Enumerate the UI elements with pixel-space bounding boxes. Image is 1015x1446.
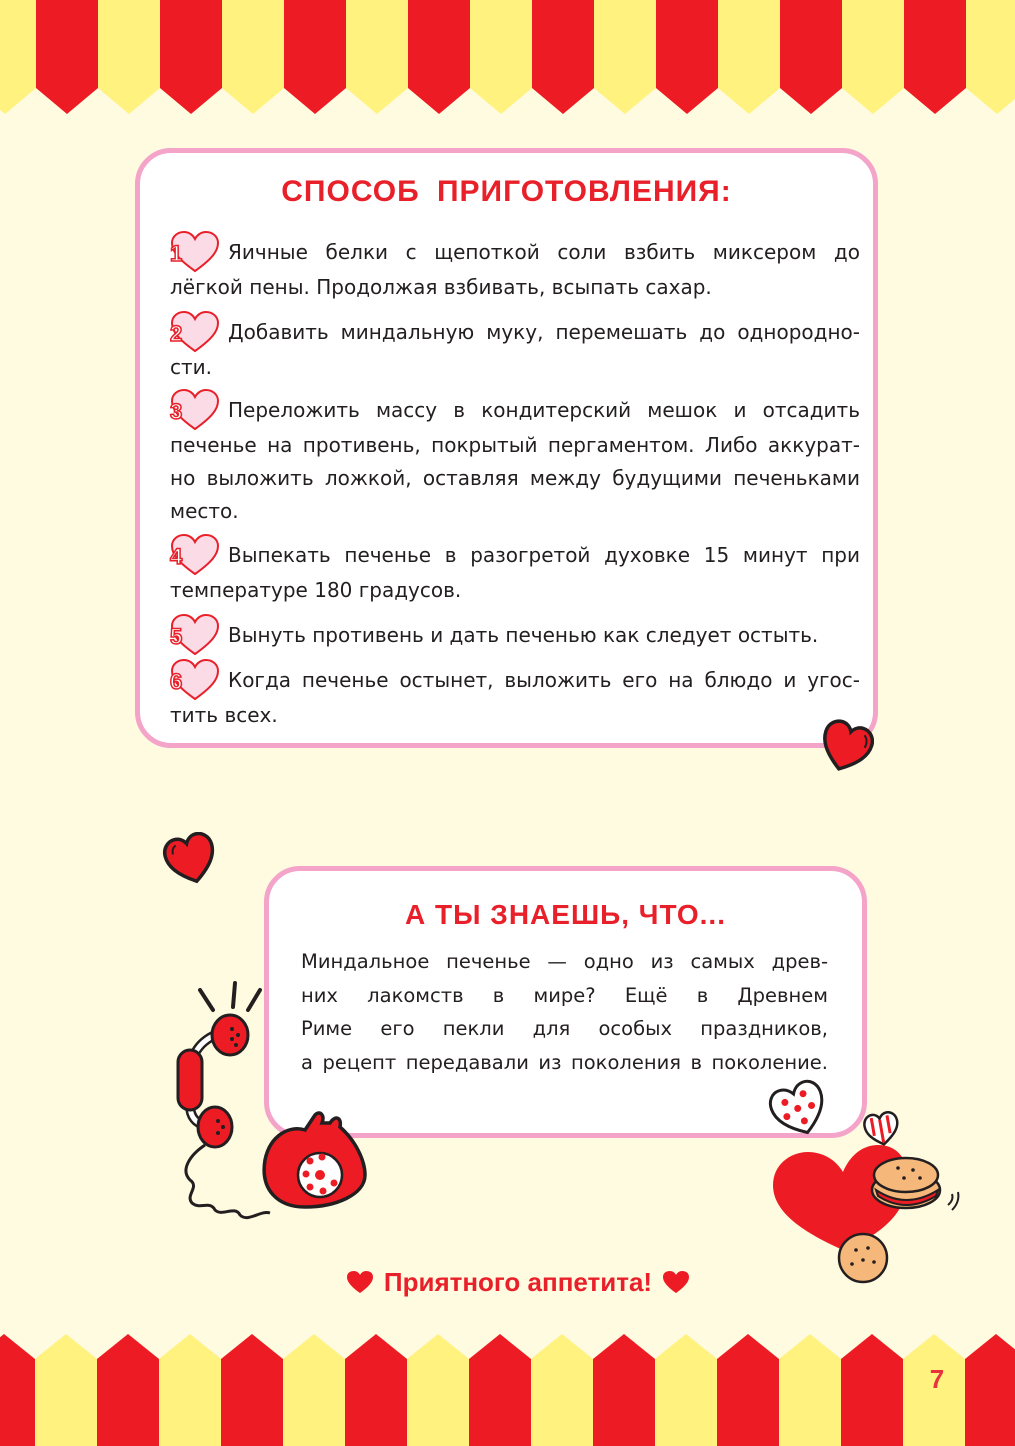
step-5 — [170, 614, 860, 654]
cookie-icon — [839, 1234, 887, 1282]
fact-title: А ТЫ ЗНАЕШЬ, ЧТО... — [405, 899, 726, 930]
step-6 — [170, 659, 860, 732]
heart-number-badge-icon: 4 — [170, 534, 220, 574]
step-text: Добавить миндальную муку, перемешать до однородно-сти. — [170, 320, 860, 379]
heart-number-badge-icon: 5 — [170, 614, 220, 654]
page-number: 7 — [929, 1364, 945, 1394]
footer-text: Приятного аппетита! — [383, 1266, 653, 1297]
step-4 — [170, 534, 860, 607]
fact-line: них лакомств в мире? Ещё в Древнем — [301, 983, 828, 1007]
heart-icon — [162, 832, 220, 892]
heart-number-badge-icon: 1 — [170, 231, 220, 271]
step-text: Вынуть противень и дать печенью как следует остыть. — [228, 623, 819, 647]
step-text: Переложить массу в кондитерский мешок и отсадить печенье на противень, покрытый пергаментом. Либо аккурат-но выложить ложкой, оставляя между будущими печеньками место. — [170, 398, 860, 523]
step-text: Выпекать печенье в разогретой духовке 15 минут при температуре 180 градусов. — [170, 543, 860, 602]
cookies-illustration — [768, 1110, 968, 1294]
step-3 — [170, 389, 860, 528]
fact-text — [301, 945, 828, 1079]
footer-greeting — [318, 1265, 718, 1298]
fact-line: Риме его пекли для особых праздников, — [301, 1017, 828, 1040]
fact-line: Миндальное печенье — одно из самых древ- — [301, 950, 828, 973]
heart-number-badge-icon: 3 — [170, 389, 220, 429]
top-awning-stripes — [0, 0, 1015, 120]
step-text: Когда печенье остынет, выложить его на блюдо и угос-тить всех. — [170, 668, 860, 727]
bottom-awning-stripes — [0, 1325, 1015, 1446]
heart-icon — [346, 1270, 374, 1294]
step-text: Яичные белки с щепоткой соли взбить миксером до лёгкой пены. Продолжая взбивать, всыпать сахар. — [170, 240, 860, 299]
cookie-icon — [872, 1158, 958, 1210]
method-card — [135, 148, 878, 748]
fact-line: а рецепт передавали из поколения в поколение. — [301, 1050, 828, 1074]
heart-icon — [818, 718, 874, 780]
heart-number-badge-icon: 6 — [170, 659, 220, 699]
step-2 — [170, 311, 860, 384]
heart-number-badge-icon: 2 — [170, 311, 220, 351]
method-title: СПОСОБ ПРИГОТОВЛЕНИЯ: — [281, 175, 732, 208]
heart-icon — [662, 1270, 690, 1294]
step-1 — [170, 231, 860, 304]
telephone-icon — [160, 975, 375, 1229]
